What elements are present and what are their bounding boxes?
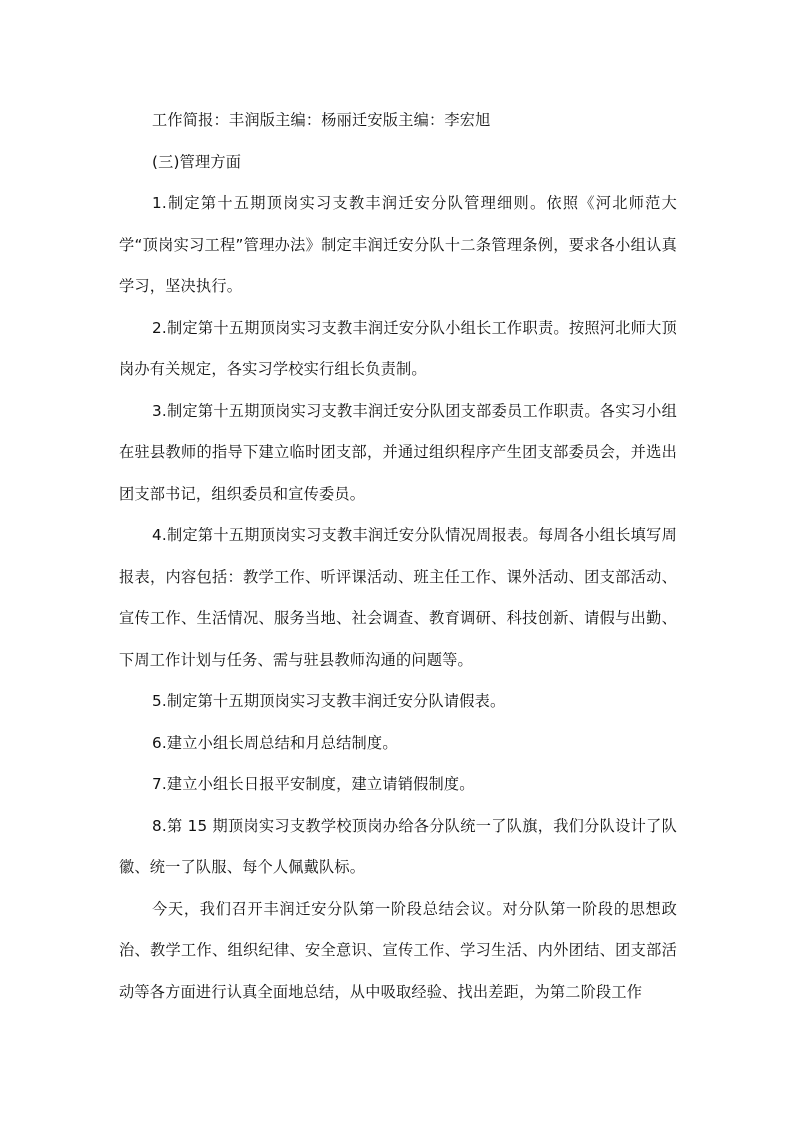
paragraph-item-3: 3.制定第十五期顶岗实习支教丰润迁安分队团支部委员工作职责。各实习小组在驻县教师的指导下建立临时团支部，并通过组织程序产生团支部委员会，并选出团支部书记，组织委员和宣传委员。	[119, 401, 677, 503]
section-heading-management: (三)管理方面	[152, 152, 242, 171]
paragraph-item-4: 4.制定第十五期顶岗实习支教丰润迁安分队情况周报表。每周各小组长填写周报表，内容包括：教学工作、听评课活动、班主任工作、课外活动、团支部活动、宣传工作、生活情况、服务当地、社会调查、教育调研、科技创新、请假与出勤、下周工作计划与任务、需与驻县教师沟通的问题等。	[119, 526, 677, 669]
paragraph-item-2: 2.制定第十五期顶岗实习支教丰润迁安分队小组长工作职责。按照河北师大顶岗办有关规定，各实习学校实行组长负责制。	[119, 318, 677, 378]
paragraph-item-1: 1.制定第十五期顶岗实习支教丰润迁安分队管理细则。依照《河北师范大学“顶岗实习工程”管理办法》制定丰润迁安分队十二条管理条例，要求各小组认真学习，坚决执行。	[119, 194, 677, 295]
paragraph-item-8: 8.第 15 期顶岗实习支教学校顶岗办给各分队统一了队旗，我们分队设计了队徽、统一了队服、每个人佩戴队标。	[119, 816, 677, 876]
paragraph-editors: 工作简报：丰润版主编：杨丽迁安版主编：李宏旭	[152, 111, 491, 129]
document-body	[119, 100, 677, 1013]
paragraph-summary: 今天，我们召开丰润迁安分队第一阶段总结会议。对分队第一阶段的思想政治、教学工作、组织纪律、安全意识、宣传工作、学习生活、内外团结、团支部活动等各方面进行认真全面地总结，从中吸取经验、找出差距，为第二阶段工作	[119, 899, 677, 1001]
paragraph-item-6: 6.建立小组长周总结和月总结制度。	[152, 733, 398, 752]
paragraph-item-7: 7.建立小组长日报平安制度，建立请销假制度。	[152, 775, 475, 793]
paragraph-item-5: 5.制定第十五期顶岗实习支教丰润迁安分队请假表。	[152, 692, 506, 710]
